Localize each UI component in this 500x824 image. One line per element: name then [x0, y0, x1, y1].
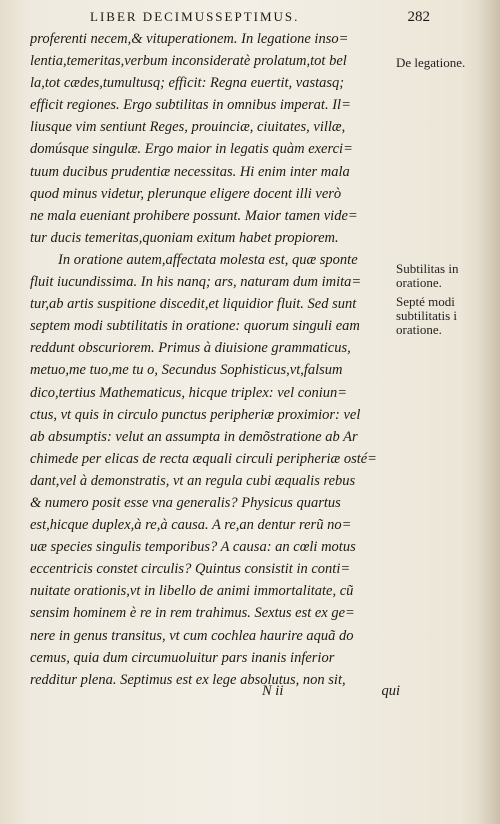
text-line: nere in genus transitus, vt cum cochlea haurire aquã do	[30, 627, 354, 644]
text-line: la,tot cædes,tumultusq; efficit: Regna euertit, vastasq;	[30, 75, 345, 92]
text-line: quod minus videtur, plerunque eligere docent illi verò	[30, 185, 342, 202]
text-line: ctus, vt quis in circulo punctus peripheriæ proximior: vel	[30, 406, 361, 423]
text-line: metuo,me tuo,me tu o, Secundus Sophisticus,vt,falsum	[30, 362, 343, 379]
bleed-through-mark	[424, 88, 427, 101]
text-line: reddunt obscuriorem. Primus à diuisione grammaticus,	[30, 340, 351, 357]
text-line: tur,ab artis suspitione discedit,et liquidior fluit. Sed sunt	[30, 296, 357, 313]
text-line: sensim hominem è re in rem trahimus. Sextus est ex ge=	[30, 605, 355, 622]
text-line: dico,tertius Mathematicus, hicque triplex: vel coniun=	[30, 384, 348, 401]
text-line: fluit iucundissima. In his nanq; ars, naturam dum imita=	[30, 274, 362, 291]
text-line: ab absumptis: velut an assumpta in demõstratione ab Ar	[30, 428, 358, 445]
text-line: nuitate orationis,vt in libello de animi immortalitate, cũ	[30, 583, 354, 600]
text-line: efficit regiones. Ergo subtilitas in omnibus imperat. Il=	[30, 97, 351, 114]
text-line: lentia,temeritas,verbum inconsideratè prolatum,tot bel	[30, 53, 347, 70]
text-line: chimede per elicas de recta æquali circuli peripheriæ osté=	[30, 450, 377, 467]
margin-note-legatione: De legatione.	[396, 55, 466, 70]
text-block	[30, 28, 384, 691]
page-header	[90, 6, 430, 28]
text-line: uæ species singulis temporibus? A causa: an cœli motus	[30, 539, 356, 556]
folio-number: 282	[407, 9, 430, 25]
page-edge-shadow	[478, 0, 500, 824]
text-line: septem modi subtilitatis in oratione: quorum singuli eam	[30, 318, 360, 335]
text-line: redditur plena. Septimus est ex lege absolutus, non sit,	[30, 671, 346, 688]
margin-note-septem-modi: Septé modi subtilitatis i oratione.	[396, 294, 458, 337]
signature-mark: N ii	[262, 683, 284, 699]
page-footer	[30, 680, 400, 702]
text-line: cemus, quia dum circumuoluitur pars inanis inferior	[30, 649, 335, 666]
text-line: liusque vim sentiunt Reges, prouinciæ, ciuitates, villæ,	[30, 119, 346, 136]
text-line: & numero posit esse vna generalis? Physicus quartus	[30, 494, 341, 511]
text-line: dant,vel à demonstratis, vt an regula cubi æqualis rebus	[30, 472, 356, 489]
text-line: tuum ducibus prudentiæ necessitas. Hi enim inter mala	[30, 163, 350, 180]
text-line: proferenti necem,& vituperationem. In legatione inso=	[30, 31, 349, 47]
margin-note-subtilitas: Subtilitas in oratione.	[396, 261, 459, 290]
text-line: tur ducis temeritas,quoniam exitum habet propiorem.	[30, 229, 339, 246]
text-line: eccentricis constet circulis? Quintus consistit in conti=	[30, 561, 351, 578]
catchword: qui	[381, 683, 400, 699]
running-title: LIBER DECIMUSSEPTIMUS.	[90, 9, 300, 24]
text-line: ne mala eueniant prohibere possunt. Maior tamen vide=	[30, 207, 358, 224]
text-line: est,hicque duplex,à re,à causa. A re,an dentur rerũ no=	[30, 517, 352, 534]
text-line-paragraph-start: In oratione autem,affectata molesta est, quæ sponte	[58, 251, 358, 268]
text-line: domúsque singulæ. Ergo maior in legatis quàm exerci=	[30, 141, 353, 158]
